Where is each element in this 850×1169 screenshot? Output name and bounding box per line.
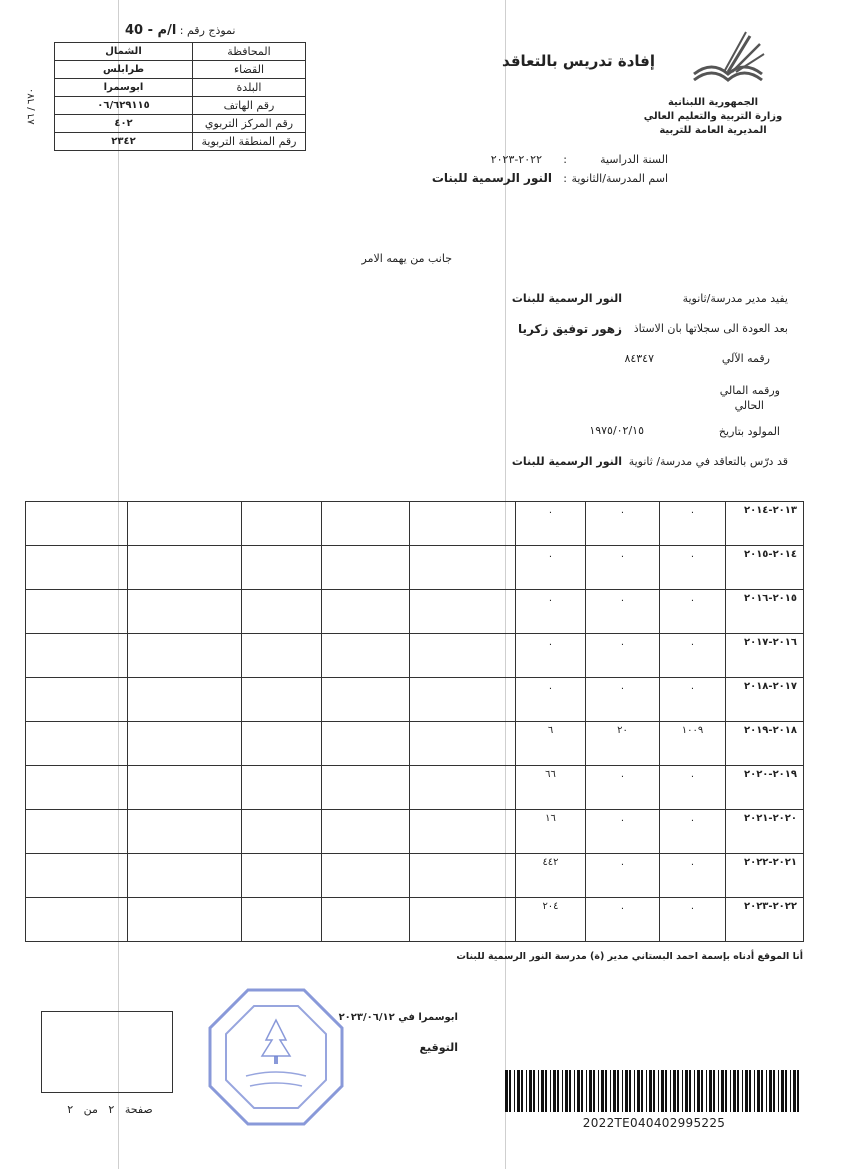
value-cell: .	[516, 546, 586, 590]
addressee: جانب من يهمه الامر	[361, 252, 452, 265]
empty-cell	[26, 546, 128, 590]
empty-cell	[242, 898, 322, 942]
financial-label: ورقمه المالي	[719, 384, 780, 397]
value-cell: .	[586, 634, 660, 678]
value-cell: .	[586, 898, 660, 942]
empty-cell	[242, 502, 322, 546]
empty-cell	[410, 898, 516, 942]
info-row	[55, 115, 306, 133]
empty-cell	[410, 590, 516, 634]
empty-cell	[26, 634, 128, 678]
empty-cell	[128, 634, 242, 678]
year-cell: ٢٠١٤-٢٠١٥	[726, 546, 804, 590]
table-row	[26, 502, 804, 546]
barcode-number: 2022TE040402995225	[582, 1116, 726, 1130]
value-cell: .	[660, 502, 726, 546]
info-value: ٠٦/٦٢٩١١٥	[55, 97, 193, 115]
year-cell: ٢٠١٥-٢٠١٦	[726, 590, 804, 634]
info-row	[55, 133, 306, 151]
table-row	[26, 898, 804, 942]
empty-cell	[322, 590, 410, 634]
info-label: القضاء	[193, 61, 306, 79]
empty-cell	[26, 502, 128, 546]
school-stamp-icon	[206, 986, 346, 1128]
info-row	[55, 79, 306, 97]
empty-cell	[242, 634, 322, 678]
empty-cell	[128, 810, 242, 854]
side-code: ٦٧٠ / ٨٦	[26, 88, 37, 125]
empty-cell	[242, 546, 322, 590]
empty-cell	[128, 502, 242, 546]
value-cell: ٢٠٤	[516, 898, 586, 942]
value-cell: .	[586, 546, 660, 590]
teacher-name: زهور توفيق زكريا	[518, 322, 622, 336]
form-number-label: نموذج رقم :	[179, 24, 236, 37]
value-cell: .	[586, 854, 660, 898]
value-cell: .	[660, 634, 726, 678]
value-cell: .	[586, 590, 660, 634]
barcode-icon	[505, 1070, 803, 1112]
empty-cell	[322, 854, 410, 898]
value-cell: .	[660, 590, 726, 634]
year-cell: ٢٠١٣-٢٠١٤	[726, 502, 804, 546]
academic-year-value: ٢٠٢٢-٢٠٢٣	[490, 153, 542, 166]
table-row	[26, 634, 804, 678]
value-cell: ١٦	[516, 810, 586, 854]
empty-cell	[26, 854, 128, 898]
year-cell: ٢٠١٦-٢٠١٧	[726, 634, 804, 678]
empty-cell	[128, 678, 242, 722]
info-label: البلدة	[193, 79, 306, 97]
taught-school: النور الرسمية للبنات	[511, 455, 622, 468]
info-value: ٤٠٢	[55, 115, 193, 133]
empty-cell	[242, 678, 322, 722]
empty-cell	[128, 722, 242, 766]
info-value: طرابلس	[55, 61, 193, 79]
school-name-label: اسم المدرسة/الثانوية	[571, 172, 668, 185]
value-cell: .	[660, 678, 726, 722]
value-cell: .	[586, 810, 660, 854]
taught-label: قد درّس بالتعاقد في مدرسة/ ثانوية	[628, 455, 788, 468]
empty-cell	[322, 766, 410, 810]
empty-cell	[322, 898, 410, 942]
empty-cell	[242, 766, 322, 810]
empty-cell	[410, 502, 516, 546]
page-number	[40, 1103, 180, 1116]
value-cell: ١٠٠٩	[660, 722, 726, 766]
info-label: رقم المركز التربوي	[193, 115, 306, 133]
table-row	[26, 722, 804, 766]
empty-cell	[322, 546, 410, 590]
value-cell: .	[660, 854, 726, 898]
table-row	[26, 854, 804, 898]
value-cell: ٦	[516, 722, 586, 766]
school-name-sep: :	[563, 172, 567, 185]
info-row	[55, 97, 306, 115]
form-number-value: ا/م - 40	[125, 23, 177, 38]
year-cell: ٢٠١٨-٢٠١٩	[726, 722, 804, 766]
empty-cell	[242, 590, 322, 634]
value-cell: .	[516, 678, 586, 722]
page-label: صفحة	[124, 1103, 153, 1116]
empty-cell	[26, 766, 128, 810]
value-cell: .	[586, 766, 660, 810]
birth-value: ١٩٧٥/٠٢/١٥	[589, 424, 644, 437]
director-school: النور الرسمية للبنات	[511, 292, 622, 305]
empty-cell	[410, 546, 516, 590]
empty-cell	[410, 678, 516, 722]
ministry-logo-icon	[688, 30, 768, 90]
value-cell: ٦٦	[516, 766, 586, 810]
academic-year-label: السنة الدراسية	[600, 153, 668, 166]
empty-cell	[128, 546, 242, 590]
declaration-text: أنا الموقع أدناه بإسمة احمد البستاني مدير (ة) مدرسة النور الرسمية للبنات	[456, 951, 803, 962]
empty-cell	[128, 590, 242, 634]
empty-cell	[410, 634, 516, 678]
info-table	[54, 42, 306, 151]
info-value: ابوسمرا	[55, 79, 193, 97]
signature-box	[41, 1011, 173, 1093]
empty-cell	[410, 854, 516, 898]
ministry-line: وزارة التربية والتعليم العالي	[643, 111, 783, 122]
value-cell: .	[516, 502, 586, 546]
school-name-value: النور الرسمية للبنات	[431, 171, 552, 185]
year-cell: ٢٠٢٠-٢٠٢١	[726, 810, 804, 854]
empty-cell	[322, 678, 410, 722]
info-value: ٢٣٤٢	[55, 133, 193, 151]
empty-cell	[128, 854, 242, 898]
year-cell: ٢٠٢١-٢٠٢٢	[726, 854, 804, 898]
empty-cell	[322, 810, 410, 854]
teacher-label: بعد العودة الى سجلاتها بان الاستاذ	[633, 322, 788, 335]
empty-cell	[410, 810, 516, 854]
value-cell: ٤٤٢	[516, 854, 586, 898]
year-cell: ٢٠١٩-٢٠٢٠	[726, 766, 804, 810]
ministry-line: المديرية العامة للتربية	[659, 125, 767, 136]
document-title: إفادة تدريس بالتعاقد	[502, 52, 655, 70]
empty-cell	[26, 810, 128, 854]
form-number	[125, 23, 235, 38]
table-row	[26, 546, 804, 590]
info-label: المحافظة	[193, 43, 306, 61]
info-row	[55, 43, 306, 61]
empty-cell	[26, 722, 128, 766]
id-label: رقمه الآلي	[721, 352, 770, 365]
ministry-header	[628, 96, 798, 138]
empty-cell	[322, 722, 410, 766]
empty-cell	[128, 898, 242, 942]
table-row	[26, 810, 804, 854]
value-cell: .	[660, 546, 726, 590]
value-cell: .	[516, 634, 586, 678]
year-cell: ٢٠٢٢-٢٠٢٣	[726, 898, 804, 942]
ministry-line: الجمهورية اللبنانية	[667, 97, 759, 108]
value-cell: .	[516, 590, 586, 634]
table-row	[26, 590, 804, 634]
info-row	[55, 61, 306, 79]
empty-cell	[26, 898, 128, 942]
page-total: ٢	[67, 1103, 74, 1116]
financial-label-2: الحالي	[734, 399, 764, 412]
empty-cell	[26, 590, 128, 634]
value-cell: .	[586, 678, 660, 722]
birth-label: المولود بتاريخ	[718, 425, 780, 438]
value-cell: ٢٠	[586, 722, 660, 766]
year-cell: ٢٠١٧-٢٠١٨	[726, 678, 804, 722]
info-value: الشمال	[55, 43, 193, 61]
empty-cell	[410, 766, 516, 810]
page-current: ٢	[108, 1103, 115, 1116]
id-value: ٨٤٣٤٧	[624, 352, 654, 365]
empty-cell	[242, 810, 322, 854]
academic-year-sep: :	[563, 153, 567, 166]
empty-cell	[410, 722, 516, 766]
empty-cell	[242, 722, 322, 766]
info-label: رقم الهاتف	[193, 97, 306, 115]
records-table	[25, 501, 804, 942]
empty-cell	[26, 678, 128, 722]
value-cell: .	[660, 766, 726, 810]
value-cell: .	[660, 898, 726, 942]
place-date: ابوسمرا في ٢٠٢٣/٠٦/١٢	[338, 1012, 458, 1023]
signature-label: التوقيع	[419, 1041, 458, 1054]
director-label: يفيد مدير مدرسة/ثانوية	[682, 292, 788, 305]
info-label: رقم المنطقة التربوية	[193, 133, 306, 151]
empty-cell	[322, 634, 410, 678]
empty-cell	[242, 854, 322, 898]
empty-cell	[322, 502, 410, 546]
page-of: من	[83, 1103, 98, 1116]
value-cell: .	[660, 810, 726, 854]
table-row	[26, 766, 804, 810]
empty-cell	[128, 766, 242, 810]
table-row	[26, 678, 804, 722]
value-cell: .	[586, 502, 660, 546]
